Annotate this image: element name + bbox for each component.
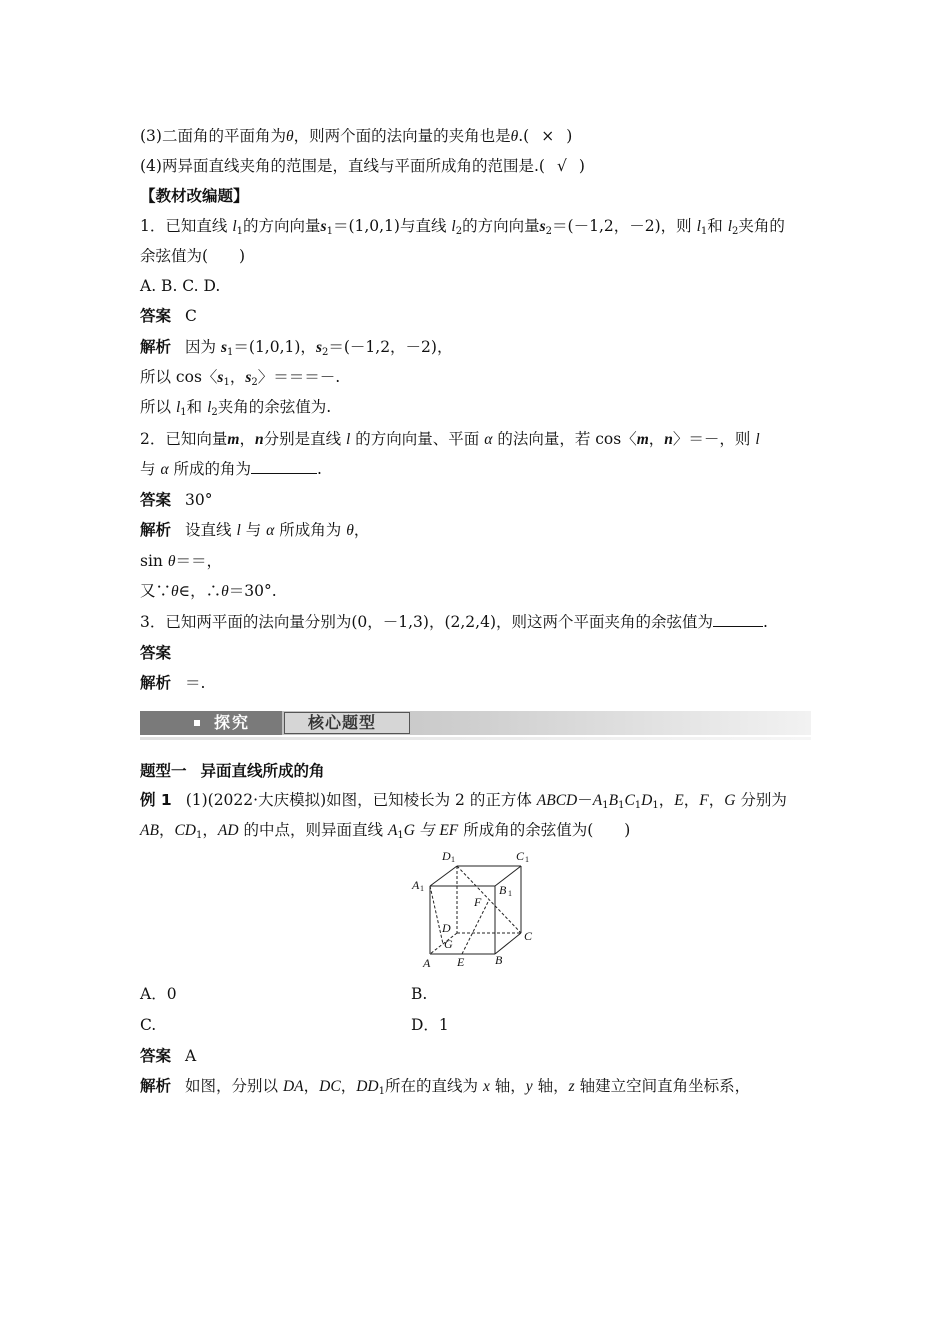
ex1-option-b[interactable]: B. <box>411 985 428 1003</box>
judge-item-3: (3)二面角的平面角为θ，则两个面的法向量的夹角也是θ.( × ) <box>140 127 573 145</box>
banner-core-types: 核心题型 <box>308 713 377 732</box>
ex1-option-a[interactable]: A．0 <box>140 985 177 1003</box>
ex1-line1: 例 1 (1)(2022·大庆模拟)如图，已知棱长为 2 的正方体 $ABCD-A_1B_1C_1D_1$，E，F，G 分别为 <box>140 791 787 811</box>
label-B: B <box>495 953 503 967</box>
seg-A1G <box>430 886 443 944</box>
q3-line1: 3．已知两平面的法向量分别为(0，－1,3)，(2,2,4)，则这两个平面夹角的余弦值为 . <box>140 613 768 631</box>
q1-analysis-2: 所以 cos〈$s_1$，$s_2$〉＝＝＝－. <box>140 368 341 388</box>
label-A1: A <box>412 878 420 892</box>
q3-answer: 答案 <box>140 644 172 662</box>
edge-CB <box>495 933 521 954</box>
label-C1: C <box>516 849 525 863</box>
q1-analysis-1: 解析 因为 $s_1=(1,0,1)$，$s_2=(-1,2$，－2)， <box>140 338 453 358</box>
answer-blank[interactable] <box>251 459 317 474</box>
ex1-option-c[interactable]: C. <box>140 1016 157 1034</box>
section-banner <box>140 711 811 741</box>
svg-text:1: 1 <box>420 884 424 893</box>
label-E: E <box>457 955 465 969</box>
q1-line2: 余弦值为( ) <box>140 247 246 265</box>
q2-analysis-1: 解析 设直线 l 与 α 所成角为 θ， <box>140 521 370 539</box>
label-G: G <box>444 937 453 951</box>
svg-text:1: 1 <box>525 855 529 864</box>
ex1-option-d[interactable]: D．1 <box>411 1016 449 1034</box>
type1-heading: 题型一 异面直线所成的角 <box>140 762 325 780</box>
label-D: D <box>442 921 451 935</box>
q2-answer: 答案 30° <box>140 491 213 509</box>
q2-analysis-2: sin θ＝＝， <box>140 552 222 570</box>
edge-D1A1 <box>430 866 457 886</box>
q1-answer: 答案 C <box>140 307 197 325</box>
svg-text:1: 1 <box>508 889 512 898</box>
q2-analysis-3: 又∵θ∈，∴θ＝30°. <box>140 582 277 600</box>
ex1-analysis: 解析 如图，分别以 DA，DC，$DD_1$所在的直线为 x 轴，y 轴，z 轴建立空间直角坐标系， <box>140 1077 751 1097</box>
judge-item-4: (4)两异面直线夹角的范围是，直线与平面所成角的范围是.( √ ) <box>140 157 585 175</box>
section-textbook: 【教材改编题】 <box>140 187 249 205</box>
label-F: F <box>474 895 482 909</box>
diag-D1C <box>457 866 521 933</box>
q1-analysis-3: 所以 $l_1$和 $l_2$夹角的余弦值为. <box>140 398 332 418</box>
answer-blank[interactable] <box>713 612 763 627</box>
q1-options: A. B. C. D. <box>140 277 221 295</box>
q3-analysis: 解析 ＝. <box>140 674 206 692</box>
label-A: A <box>423 956 431 970</box>
svg-text:1: 1 <box>451 855 455 864</box>
square-bullet-icon <box>194 720 200 726</box>
cross-mark: × <box>541 127 555 145</box>
check-mark: √ <box>556 157 567 175</box>
q1-line1: 1．已知直线 $l_1$的方向向量$s_1=(1,0,1)$与直线 $l_2$的方向向量$s_2=(-1,2$，－2)，则 $l_1$和 $l_2$夹角的 <box>140 217 785 237</box>
ex1-answer: 答案 A <box>140 1047 197 1065</box>
label-C: C <box>524 929 533 943</box>
ex1-line2: AB，$CD_1$，AD 的中点，则异面直线 $A_1G$ 与 EF 所成角的余弦值为( ) <box>140 821 631 841</box>
label-B1: B <box>499 883 507 897</box>
q2-line2: 与 α 所成的角为 . <box>140 460 322 478</box>
banner-explore: 探究 <box>214 713 251 732</box>
cube-figure <box>405 846 545 972</box>
label-D1: D <box>442 849 451 863</box>
q2-line1: 2．已知向量m，n分别是直线 l 的方向向量、平面 α 的法向量，若 cos〈m，n〉＝－，则 l <box>140 430 760 448</box>
